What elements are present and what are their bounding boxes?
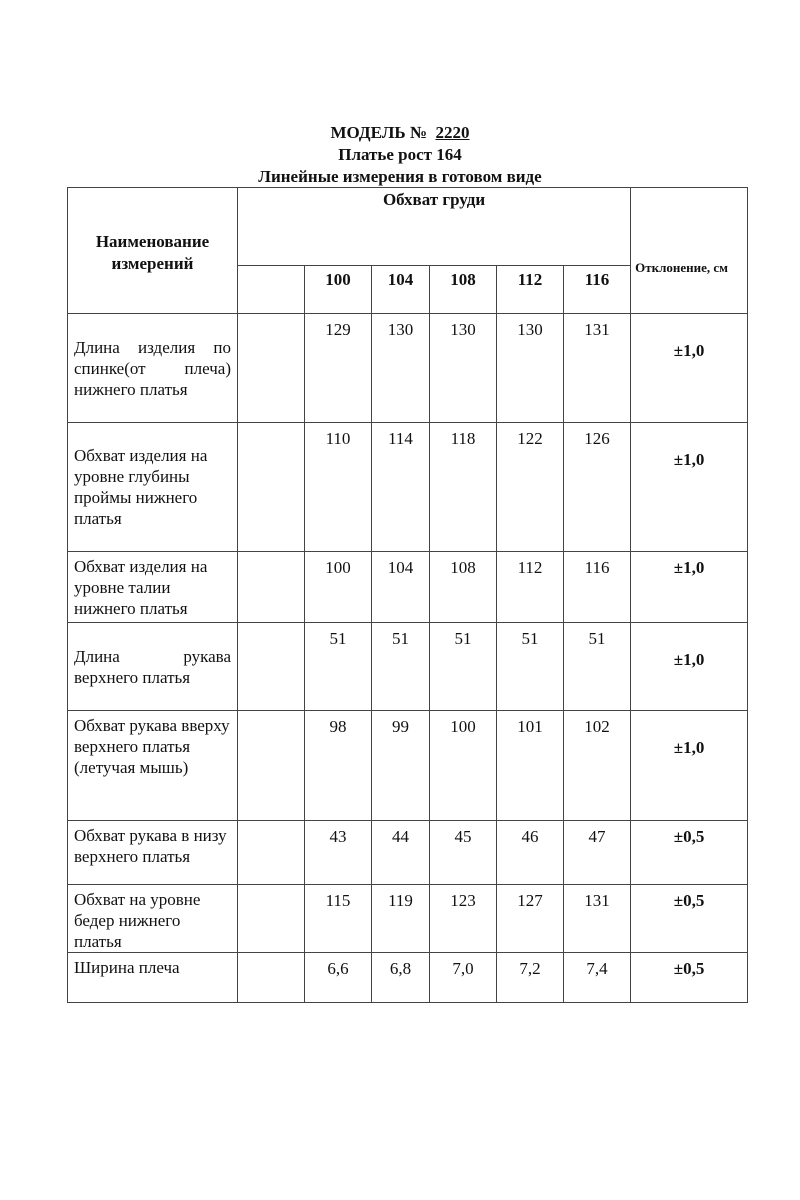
measurements-table	[67, 187, 748, 1003]
blank-cell	[238, 821, 305, 885]
value-cell: 46	[497, 821, 564, 885]
table-row	[68, 885, 748, 953]
value-cell: 51	[372, 623, 430, 711]
row-name: Обхват рукава вверху верхнего платья (летучая мышь)	[68, 711, 238, 821]
deviation-cell: ±1,0	[631, 623, 748, 711]
value-cell: 100	[305, 552, 372, 623]
table-row	[68, 953, 748, 1003]
model-number: 2220	[435, 123, 470, 142]
value-cell: 7,4	[564, 953, 631, 1003]
deviation-cell: ±1,0	[631, 423, 748, 552]
row-name: Обхват изделия на уровне глубины проймы нижнего платья	[68, 423, 238, 552]
row-name: Обхват изделия на уровне талии нижнего платья	[68, 552, 238, 623]
value-cell: 131	[564, 885, 631, 953]
blank-cell	[238, 623, 305, 711]
table-row	[68, 821, 748, 885]
value-cell: 131	[564, 314, 631, 423]
value-cell: 99	[372, 711, 430, 821]
size-header: 108	[430, 266, 497, 314]
value-cell: 43	[305, 821, 372, 885]
row-name: Обхват на уровне бедер нижнего платья	[68, 885, 238, 953]
value-cell: 45	[430, 821, 497, 885]
value-cell: 44	[372, 821, 430, 885]
model-label: МОДЕЛЬ №	[330, 123, 427, 142]
deviation-cell: ±0,5	[631, 821, 748, 885]
model-title	[0, 122, 800, 144]
value-cell: 115	[305, 885, 372, 953]
blank-cell	[238, 314, 305, 423]
header-name-cell: Наименование измерений	[68, 188, 238, 314]
row-name: Ширина плеча	[68, 953, 238, 1003]
value-cell: 126	[564, 423, 631, 552]
value-cell: 6,6	[305, 953, 372, 1003]
blank-cell	[238, 953, 305, 1003]
value-cell: 51	[305, 623, 372, 711]
blank-cell	[238, 711, 305, 821]
value-cell: 130	[430, 314, 497, 423]
row-name: Обхват рукава в низу верхнего платья	[68, 821, 238, 885]
deviation-cell: ±0,5	[631, 885, 748, 953]
value-cell: 110	[305, 423, 372, 552]
value-cell: 98	[305, 711, 372, 821]
value-cell: 116	[564, 552, 631, 623]
header-blank-cell	[238, 266, 305, 314]
value-cell: 130	[372, 314, 430, 423]
deviation-cell: ±0,5	[631, 953, 748, 1003]
value-cell: 7,0	[430, 953, 497, 1003]
table-row	[68, 623, 748, 711]
value-cell: 7,2	[497, 953, 564, 1003]
value-cell: 104	[372, 552, 430, 623]
blank-cell	[238, 885, 305, 953]
size-header: 112	[497, 266, 564, 314]
value-cell: 51	[430, 623, 497, 711]
header-deviation-cell: Отклонение, см	[631, 188, 748, 314]
value-cell: 118	[430, 423, 497, 552]
value-cell: 123	[430, 885, 497, 953]
table-row	[68, 552, 748, 623]
value-cell: 6,8	[372, 953, 430, 1003]
caption: Линейные измерения в готовом виде	[258, 167, 542, 186]
size-header: 100	[305, 266, 372, 314]
value-cell: 51	[564, 623, 631, 711]
row-name: Длина рукава верхнего платья	[68, 623, 238, 711]
value-cell: 130	[497, 314, 564, 423]
value-cell: 129	[305, 314, 372, 423]
value-cell: 51	[497, 623, 564, 711]
value-cell: 47	[564, 821, 631, 885]
value-cell: 119	[372, 885, 430, 953]
value-cell: 114	[372, 423, 430, 552]
table-row	[68, 314, 748, 423]
deviation-cell: ±1,0	[631, 314, 748, 423]
row-name: Длина изделия по спинке(от плеча) нижнего платья	[68, 314, 238, 423]
deviation-cell: ±1,0	[631, 552, 748, 623]
value-cell: 112	[497, 552, 564, 623]
value-cell: 127	[497, 885, 564, 953]
value-cell: 102	[564, 711, 631, 821]
header-row-1	[68, 188, 748, 266]
header-group-cell: Обхват груди	[238, 188, 631, 266]
subtitle: Платье рост 164	[338, 145, 462, 164]
deviation-cell: ±1,0	[631, 711, 748, 821]
value-cell: 122	[497, 423, 564, 552]
value-cell: 108	[430, 552, 497, 623]
blank-cell	[238, 423, 305, 552]
table-row	[68, 711, 748, 821]
document-title-block	[0, 122, 800, 188]
size-header: 116	[564, 266, 631, 314]
size-header: 104	[372, 266, 430, 314]
value-cell: 101	[497, 711, 564, 821]
value-cell: 100	[430, 711, 497, 821]
blank-cell	[238, 552, 305, 623]
table-row	[68, 423, 748, 552]
